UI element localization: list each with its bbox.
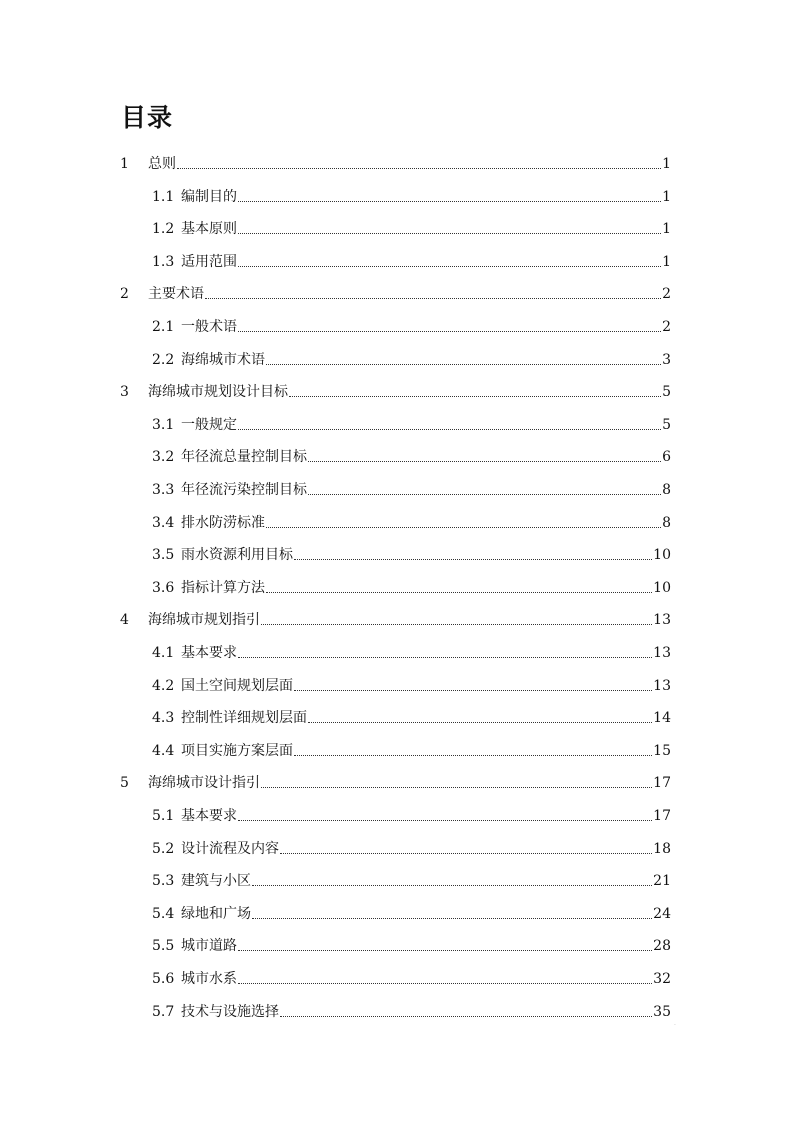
toc-entry-number: 1 xyxy=(120,156,129,172)
toc-entry-number: 4 xyxy=(120,612,129,629)
toc-entry-number: 4.1 xyxy=(152,645,175,661)
toc-entry-body xyxy=(181,677,671,695)
toc-entry-label: 技术与设施选择 xyxy=(181,1003,279,1020)
toc-entry-page-number: 32 xyxy=(653,971,671,987)
toc-dot-leader xyxy=(266,591,652,593)
toc-dot-leader xyxy=(177,167,661,169)
toc-dot-leader xyxy=(308,493,661,495)
toc-section-entry[interactable] xyxy=(0,173,793,206)
toc-section-entry[interactable] xyxy=(0,336,793,369)
toc-entry-number: 4.3 xyxy=(152,710,175,727)
toc-section-entry[interactable] xyxy=(0,629,793,662)
toc-entry-page-number: 10 xyxy=(653,579,671,596)
toc-dot-leader xyxy=(280,852,652,854)
toc-dot-leader xyxy=(252,884,652,886)
toc-section-entry[interactable] xyxy=(0,466,793,499)
toc-entry-number: 4.4 xyxy=(152,742,175,759)
toc-entry-label: 一般规定 xyxy=(181,416,237,433)
toc-dot-leader xyxy=(280,1015,652,1017)
toc-entry-number: 2 xyxy=(120,286,129,303)
toc-entry-number: 4.2 xyxy=(152,677,175,694)
toc-entry-label: 海绵城市设计指引 xyxy=(148,775,260,792)
toc-dot-leader xyxy=(252,917,652,919)
toc-entry-label: 城市道路 xyxy=(181,938,237,955)
toc-entry-body xyxy=(148,285,671,303)
toc-dot-leader xyxy=(238,330,661,332)
toc-entry-number: 3.4 xyxy=(152,514,175,531)
toc-entry-number: 1.2 xyxy=(152,221,175,238)
toc-entry-body xyxy=(181,807,671,825)
toc-entry-page-number: 10 xyxy=(653,547,671,564)
toc-entry-page-number: 3 xyxy=(662,351,671,368)
toc-entry-label: 一般术语 xyxy=(181,319,237,335)
toc-entry-page-number: 8 xyxy=(662,514,671,531)
toc-section-entry[interactable] xyxy=(0,433,793,466)
toc-entry-body xyxy=(181,220,671,238)
toc-dot-leader xyxy=(266,526,661,528)
toc-entry-page-number: 18 xyxy=(653,840,671,857)
toc-entry-body xyxy=(181,546,671,564)
toc-entry-label: 海绵城市规划设计目标 xyxy=(148,384,288,401)
toc-section-entry[interactable] xyxy=(0,499,793,532)
toc-dot-leader xyxy=(294,558,652,560)
toc-section-entry[interactable] xyxy=(0,988,793,1021)
toc-dot-leader xyxy=(238,949,652,951)
toc-entry-label: 控制性详细规划层面 xyxy=(181,710,307,727)
toc-entry-page-number: 1 xyxy=(662,221,671,238)
toc-entry-label: 海绵城市术语 xyxy=(181,351,265,368)
toc-entry-label: 城市水系 xyxy=(181,971,237,987)
toc-entry-label: 编制目的 xyxy=(181,188,237,205)
toc-entry-number: 2.1 xyxy=(152,319,175,335)
toc-section-entry[interactable] xyxy=(0,727,793,760)
toc-section-entry[interactable] xyxy=(0,825,793,858)
toc-dot-leader xyxy=(289,395,661,397)
toc-chapter-entry[interactable] xyxy=(0,759,793,792)
toc-entry-body xyxy=(181,448,671,466)
toc-dot-leader xyxy=(308,721,652,723)
toc-entry-page-number: 17 xyxy=(653,775,671,792)
toc-entry-page-number: 8 xyxy=(662,482,671,498)
toc-entry-label: 年径流污染控制目标 xyxy=(181,482,307,498)
toc-entry-number: 3.1 xyxy=(152,416,175,433)
toc-entry-page-number: 24 xyxy=(653,905,671,922)
toc-entry-number: 5.4 xyxy=(152,905,175,922)
toc-entry-page-number: 6 xyxy=(662,449,671,466)
toc-entry-body xyxy=(181,188,671,206)
toc-entry-body xyxy=(181,416,671,434)
toc-entry-page-number: 35 xyxy=(653,1003,671,1020)
toc-section-entry[interactable] xyxy=(0,564,793,597)
toc-entry-label: 设计流程及内容 xyxy=(181,840,279,857)
toc-entry-label: 基本原则 xyxy=(181,221,237,238)
toc-entry-number: 1.3 xyxy=(152,253,175,270)
toc-entry-page-number: 1 xyxy=(662,253,671,270)
toc-entry-number: 5.5 xyxy=(152,938,175,955)
toc-entry-number: 3 xyxy=(120,384,129,401)
toc-entry-label: 海绵城市规划指引 xyxy=(148,612,260,629)
toc-entry-body xyxy=(181,481,671,499)
toc-entry-label: 主要术语 xyxy=(148,286,204,303)
toc-section-entry[interactable] xyxy=(0,531,793,564)
toc-entry-label: 年径流总量控制目标 xyxy=(181,449,307,466)
toc-entry-label: 排水防涝标准 xyxy=(181,514,265,531)
toc-entry-body xyxy=(181,970,671,988)
toc-entry-label: 雨水资源利用目标 xyxy=(181,547,293,564)
toc-entry-body xyxy=(148,155,671,173)
toc-dot-leader xyxy=(238,656,652,658)
toc-entry-body xyxy=(181,905,671,923)
toc-entry-body xyxy=(181,579,671,597)
toc-section-entry[interactable] xyxy=(0,890,793,923)
toc-entry-page-number: 17 xyxy=(653,808,671,824)
toc-section-entry[interactable] xyxy=(0,238,793,271)
toc-entry-body xyxy=(181,644,671,662)
toc-entry-label: 指标计算方法 xyxy=(181,579,265,596)
toc-dot-leader xyxy=(261,623,652,625)
toc-entry-body xyxy=(181,840,671,858)
toc-chapter-entry[interactable] xyxy=(0,368,793,401)
toc-chapter-entry[interactable] xyxy=(0,140,793,173)
toc-entry-label: 基本要求 xyxy=(181,645,237,661)
toc-entry-number: 5.6 xyxy=(152,971,175,987)
toc-section-entry[interactable] xyxy=(0,303,793,336)
toc-entry-page-number: 1 xyxy=(662,188,671,205)
toc-section-entry[interactable] xyxy=(0,662,793,695)
toc-entry-page-number: 28 xyxy=(653,938,671,955)
toc-entry-body xyxy=(181,742,671,760)
toc-section-entry[interactable] xyxy=(0,792,793,825)
toc-entry-body xyxy=(181,253,671,271)
toc-entry-number: 1.1 xyxy=(152,188,175,205)
toc-entry-label: 绿地和广场 xyxy=(181,905,251,922)
toc-entry-page-number: 2 xyxy=(662,319,671,335)
toc-dot-leader xyxy=(261,786,652,788)
toc-section-entry[interactable] xyxy=(0,205,793,238)
toc-entry-body xyxy=(181,351,671,369)
toc-dot-leader xyxy=(238,428,661,430)
toc-entry-body xyxy=(181,318,671,336)
toc-section-entry[interactable] xyxy=(0,401,793,434)
toc-entry-number: 3.2 xyxy=(152,449,175,466)
toc-chapter-entry[interactable] xyxy=(0,270,793,303)
toc-dot-leader xyxy=(205,297,661,299)
toc-entry-number: 5.1 xyxy=(152,808,175,824)
toc-entry-label: 国土空间规划层面 xyxy=(181,677,293,694)
toc-entry-body xyxy=(181,709,671,727)
toc-entry-label: 总则 xyxy=(148,156,176,172)
toc-entry-body xyxy=(148,774,671,792)
toc-entry-body xyxy=(181,1003,671,1021)
toc-dot-leader xyxy=(294,754,652,756)
toc-entry-number: 5.7 xyxy=(152,1003,175,1020)
toc-entry-number: 2.2 xyxy=(152,351,175,368)
toc-chapter-entry[interactable] xyxy=(0,596,793,629)
toc-entry-page-number: 13 xyxy=(653,612,671,629)
toc-entry-page-number: 2 xyxy=(662,286,671,303)
toc-entry-label: 适用范围 xyxy=(181,253,237,270)
toc-dot-leader xyxy=(238,200,661,202)
toc-dot-leader xyxy=(238,265,661,267)
toc-dot-leader xyxy=(238,232,661,234)
toc-entry-number: 3.3 xyxy=(152,482,175,498)
toc-dot-leader xyxy=(238,819,652,821)
toc-entry-number: 3.5 xyxy=(152,547,175,564)
toc-dot-leader xyxy=(294,689,652,691)
toc-entry-page-number: 5 xyxy=(662,384,671,401)
toc-entry-number: 5.3 xyxy=(152,873,175,890)
toc-entry-page-number: 15 xyxy=(653,742,671,759)
toc-entry-body xyxy=(148,611,671,629)
toc-section-entry[interactable] xyxy=(0,955,793,988)
toc-dot-leader xyxy=(308,460,661,462)
toc-section-entry[interactable] xyxy=(0,922,793,955)
toc-entry-number: 5.2 xyxy=(152,840,175,857)
toc-entry-body xyxy=(148,383,671,401)
toc-entry-number: 5 xyxy=(120,775,129,792)
toc-entry-page-number: 5 xyxy=(662,416,671,433)
toc-entry-body xyxy=(181,514,671,532)
toc-entry-body xyxy=(181,937,671,955)
toc-entry-label: 项目实施方案层面 xyxy=(181,742,293,759)
toc-entry-page-number: 21 xyxy=(653,873,671,890)
toc-entry-body xyxy=(181,872,671,890)
toc-dot-leader xyxy=(238,982,652,984)
toc-entry-page-number: 13 xyxy=(653,645,671,661)
toc-dot-leader xyxy=(266,363,661,365)
toc-entry-label: 建筑与小区 xyxy=(181,873,251,890)
toc-entry-page-number: 1 xyxy=(662,156,671,172)
page-corner-mark: · xyxy=(674,1022,676,1029)
toc-entry-label: 基本要求 xyxy=(181,808,237,824)
toc-entry-page-number: 14 xyxy=(653,710,671,727)
toc-entry-number: 3.6 xyxy=(152,579,175,596)
toc-section-entry[interactable] xyxy=(0,694,793,727)
toc-title: 目录 xyxy=(121,103,174,132)
toc-section-entry[interactable] xyxy=(0,857,793,890)
toc-entry-page-number: 13 xyxy=(653,677,671,694)
